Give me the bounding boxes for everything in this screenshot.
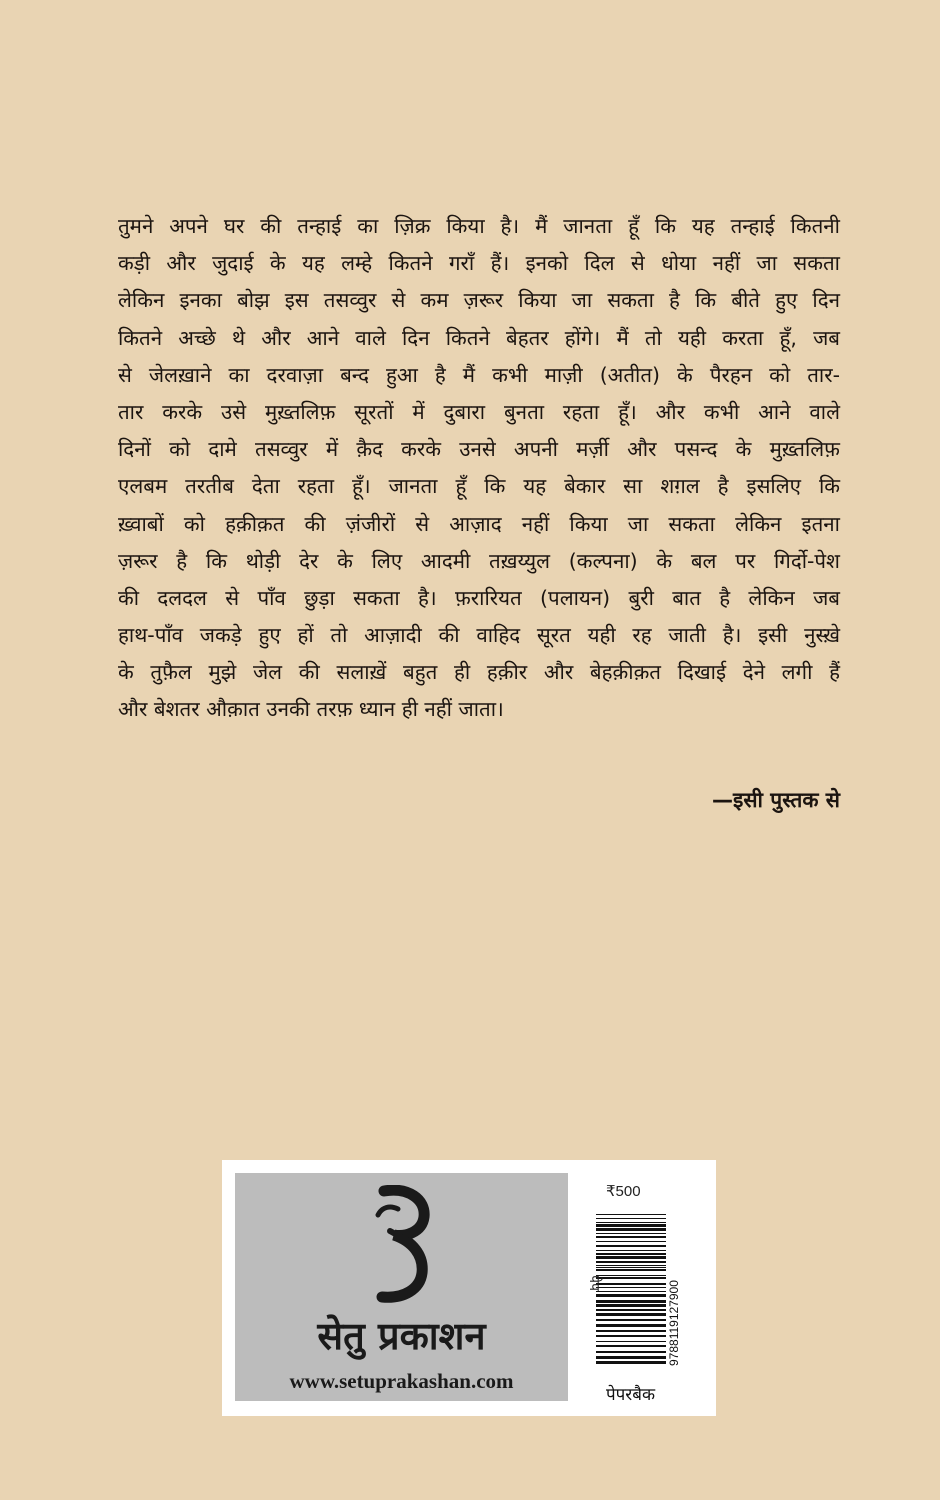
excerpt-source: —इसी पुस्तक से bbox=[712, 788, 840, 812]
barcode-bar bbox=[596, 1253, 666, 1255]
excerpt-line: लेकिन इनका बोझ इस तसव्वुर से कम ज़रूर किया जा सकता है कि बीते हुए दिन bbox=[118, 288, 840, 313]
publisher-url[interactable]: www.setuprakashan.com bbox=[289, 1369, 514, 1393]
price-label: ₹500 bbox=[606, 1183, 641, 1200]
barcode-bar bbox=[596, 1345, 666, 1347]
barcode-bar bbox=[596, 1361, 666, 1364]
excerpt-line: ख़्वाबों को हक़ीक़त की ज़ंजीरों से आज़ाद नहीं किया जा सकता लेकिन इतना bbox=[118, 511, 840, 536]
barcode-bar bbox=[596, 1335, 666, 1337]
excerpt-line: तार करके उसे मुख़्तलिफ़ सूरतों में दुबारा बुनता रहता हूँ। और कभी आने वाले bbox=[118, 399, 840, 424]
excerpt-line: तुमने अपने घर की तन्हाई का ज़िक्र किया है। मैं जानता हूँ कि यह तन्हाई कितनी bbox=[118, 214, 840, 238]
excerpt-line: ज़रूर है कि थोड़ी देर के लिए आदमी तख़य्युल (कल्पना) के बल पर गिर्दो-पेश bbox=[118, 548, 840, 573]
barcode-bar bbox=[596, 1267, 666, 1268]
side-mark: पेप bbox=[586, 1275, 602, 1291]
excerpt-line: के तुफ़ैल मुझे जेल की सलाख़ें बहुत ही हक़ीर और बेहक़ीक़त दिखाई देने लगी हैं bbox=[118, 660, 840, 685]
excerpt-paragraph bbox=[118, 208, 840, 729]
barcode-bar bbox=[596, 1250, 666, 1251]
barcode-bar bbox=[596, 1304, 666, 1307]
barcode-bar bbox=[596, 1277, 666, 1279]
barcode-bar bbox=[596, 1330, 666, 1332]
barcode-bar bbox=[596, 1269, 666, 1271]
barcode-bar bbox=[596, 1236, 666, 1238]
barcode-bar bbox=[596, 1214, 666, 1215]
isbn-barcode bbox=[594, 1210, 690, 1370]
barcode-bar bbox=[596, 1261, 666, 1263]
barcode-bar bbox=[596, 1309, 666, 1311]
excerpt-line: कितने अच्छे थे और आने वाले दिन कितने बेहतर होंगे। मैं तो यही करता हूँ, जब bbox=[118, 325, 840, 350]
binding-type: पेपरबैक bbox=[606, 1385, 656, 1405]
barcode-bar bbox=[596, 1241, 666, 1242]
barcode-bar bbox=[596, 1324, 666, 1327]
barcode-bar bbox=[596, 1294, 666, 1297]
barcode-bar bbox=[596, 1228, 666, 1231]
barcode-bar bbox=[596, 1313, 666, 1316]
barcode-number: 9788119127900 bbox=[667, 1280, 681, 1366]
excerpt-line: और बेशतर औक़ात उनकी तरफ़ ध्यान ही नहीं जाता। bbox=[118, 697, 504, 722]
publisher-name: सेतु प्रकाशन bbox=[317, 1313, 486, 1358]
excerpt-line: कड़ी और जुदाई के यह लम्हे कितने गराँ हैं। इनको दिल से धोया नहीं जा सकता bbox=[118, 251, 840, 276]
barcode-bar bbox=[596, 1275, 666, 1276]
barcode-bar bbox=[596, 1218, 666, 1219]
excerpt-line: की दलदल से पाँव छुड़ा सकता है। फ़रारियत (पलायन) बुरी बात है लेकिन जब bbox=[118, 585, 840, 610]
barcode-bar bbox=[596, 1283, 666, 1285]
barcode-bar bbox=[596, 1351, 666, 1353]
barcode-bar bbox=[596, 1287, 666, 1288]
excerpt-line: दिनों को दामे तसव्वुर में क़ैद करके उनसे अपनी मर्ज़ी और पसन्द के मुख़्तलिफ़ bbox=[118, 437, 840, 462]
barcode-bar bbox=[596, 1319, 666, 1321]
excerpt-line: एलबम तरतीब देता रहता हूँ। जानता हूँ कि यह बेकार सा शग़ल है इसलिए कि bbox=[118, 474, 840, 499]
barcode-bar bbox=[596, 1256, 666, 1259]
barcode-bar bbox=[596, 1356, 666, 1359]
setu-logo-icon bbox=[368, 1185, 434, 1303]
barcode-bar bbox=[596, 1291, 666, 1292]
barcode-bar bbox=[596, 1265, 666, 1266]
excerpt-line: से जेलख़ाने का दरवाज़ा बन्द हुआ है मैं कभी माज़ी (अतीत) के पैरहन को तार- bbox=[118, 362, 840, 387]
publisher-panel bbox=[222, 1160, 716, 1416]
barcode-bar bbox=[596, 1222, 666, 1223]
barcode-bar bbox=[596, 1341, 666, 1342]
publisher-logo-box bbox=[235, 1173, 568, 1401]
barcode-bar bbox=[596, 1224, 666, 1227]
barcode-bar bbox=[596, 1245, 666, 1247]
excerpt-line: हाथ-पाँव जकड़े हुए हों तो आज़ादी की वाहिद सूरत यही रह जाती है। इसी नुस्ख़े bbox=[118, 623, 840, 648]
barcode-bar bbox=[596, 1233, 666, 1234]
barcode-bar bbox=[596, 1300, 666, 1303]
